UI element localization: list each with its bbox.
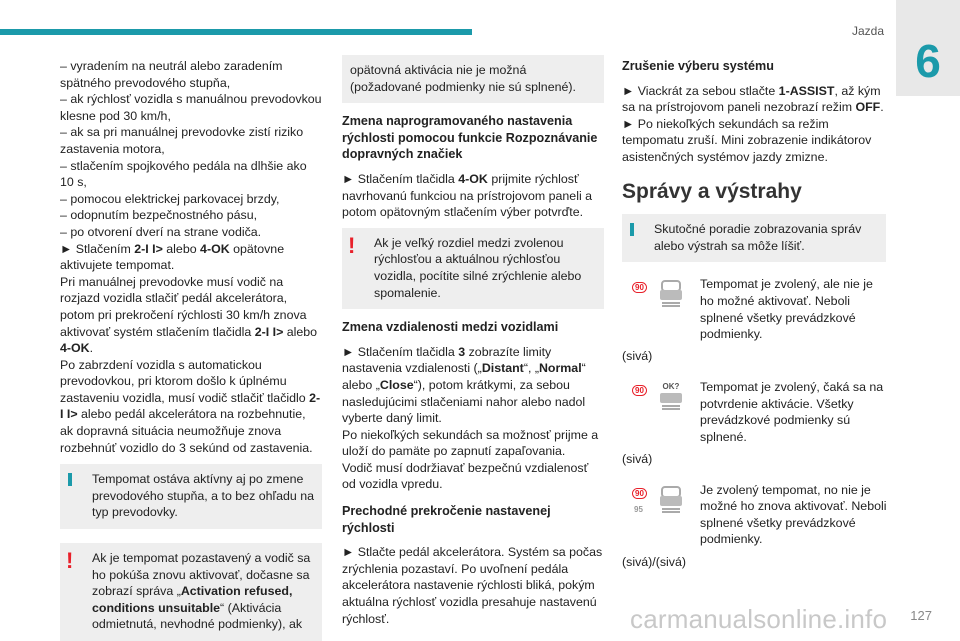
info-box: Tempomat ostáva aktívny aj po zmene prevodového stupňa, a to bez ohľadu na typ prevodovky.	[60, 464, 322, 529]
cruise-control-ok-icon	[658, 381, 684, 411]
section-heading: Prechodné prekročenie nastavenej rýchlosti	[342, 504, 551, 535]
section-heading: Zrušenie výberu systému	[622, 59, 774, 73]
warning-box: ! Ak je veľký rozdiel medzi zvolenou rýchlosťou a aktuálnou rýchlosťou vozidla, pocítite silné zrýchlenie alebo spomalenie.	[342, 228, 604, 309]
paragraph: Pri manuálnej prevodovke musí vodič na rozjazd vozidla stlačiť pedál akcelerátora, potom pri prekročení rýchlosti 30 km/h znova aktivovať systém stlačením tlačidla 2-I I> alebo 4-OK.	[60, 274, 318, 356]
info-icon	[68, 473, 74, 491]
page-number: 127	[910, 608, 932, 623]
list-item: – pomocou elektrickej parkovacej brzdy,	[60, 191, 280, 206]
paragraph: ► Po niekoľkých sekundách sa režim tempomatu zruší. Mini zobrazenie indikátorov asistenčných systémov jazdy zmizne.	[622, 116, 872, 164]
paragraph: ► Stlačte pedál akcelerátora. Systém sa počas zrýchlenia pozastaví. Po uvoľnení pedála akcelerátora nastavenie rýchlosti bliká, pokým aktuálna rýchlosť vozidla presahuje nastavenú rýchlosť.	[342, 545, 603, 626]
continued-warning-box: opätovná aktivácia nie je možná (požadované podmienky nie sú splnené).	[342, 55, 604, 103]
list-item: – vyradením na neutrál alebo zaradením spätného prevodového stupňa,	[60, 59, 283, 90]
cruise-control-icon	[658, 278, 684, 308]
page-title: Správy a výstrahy	[622, 179, 802, 203]
column-1	[60, 58, 322, 641]
chapter-number: 6	[915, 35, 941, 87]
speed-badge: 90	[632, 488, 647, 499]
chapter-tab	[896, 0, 960, 96]
exclamation-icon: !	[348, 232, 356, 258]
list-item: – po otvorení dverí na strane vodiča.	[60, 224, 262, 239]
exclamation-icon: !	[66, 548, 74, 574]
speed-badge: 90	[632, 385, 647, 396]
paragraph: ► Viackrát za sebou stlačte 1-ASSIST, až kým sa na prístrojovom paneli nezobrazí režim OFF.	[622, 83, 884, 115]
message-entry: 90 Tempomat je zvolený, ale nie je ho možné aktivovať. Neboli splnené všetky prevádzkové podmienky.	[622, 274, 886, 348]
section-heading: Zmena naprogramovaného nastavenia rýchlosti pomocou funkcie Rozpoznávanie dopravných značiek	[342, 114, 598, 162]
header-accent-bar	[0, 29, 472, 35]
paragraph: ► Stlačením tlačidla 4-OK prijmite rýchlosť navrhovanú funkciou na prístrojovom paneli a potom opätovným stlačením výber potvrďte.	[342, 171, 593, 220]
section-title: Jazda	[851, 24, 884, 38]
paragraph: Po niekoľkých sekundách sa možnosť prijme a uloží do pamäte po zapnutí zapaľovania.	[342, 427, 599, 459]
cruise-control-icon	[658, 484, 684, 514]
list-item: – stlačením spojkového pedála na dlhšie ako 10 s,	[60, 158, 307, 190]
list-item: – ak rýchlosť vozidla s manuálnou prevodovkou klesne pod 30 km/h,	[60, 92, 322, 123]
color-note: (sivá)/(sivá)	[622, 554, 687, 569]
list-item: – ak sa pri manuálnej prevodovke zistí riziko zastavenia motora,	[60, 125, 304, 156]
speed-badge: 90	[632, 282, 647, 293]
paragraph: ► Stlačením tlačidla 3 zobrazíte limity nastavenia vzdialenosti („Distant“, „Normal“ alebo „Close“), potom krátkymi, za sebou nasledujúcimi stlačeniami nahor alebo nadol vyberte daný limit.	[342, 344, 586, 426]
color-note: (sivá)	[622, 349, 653, 364]
column-2	[342, 55, 604, 627]
list-item: – odopnutím bezpečnostného pásu,	[60, 208, 258, 223]
info-icon	[630, 223, 636, 241]
warning-box: ! Ak je tempomat pozastavený a vodič sa ho pokúša znovu aktivovať, dočasne sa zobrazí správa „Activation refused, conditions unsuitable“ (Aktivácia odmietnutá, nevhodné podmienky), ak	[60, 543, 322, 641]
paragraph: Vodič musí dodržiavať bezpečnú vzdialenosť od vozidla vpredu.	[342, 460, 589, 492]
watermark: carmanualsonline.info	[630, 604, 888, 634]
paragraph: Po zabrzdení vozidla s automatickou prevodovkou, pri ktorom došlo k úplnému zastaveniu vozidla, musí vodič stlačiť tlačidlo 2-I I> alebo pedál akcelerátora na rozbehnutie, ak dopravná situácia neumožňuje znova rozbehnúť vozidlo do 3 sekúnd od zastavenia.	[60, 357, 321, 455]
speed-badge-secondary: 95	[634, 505, 643, 515]
svg-text:OK?: OK?	[662, 381, 680, 391]
message-entry: 90 95 Je zvolený tempomat, no nie je možné ho znova aktivovať. Neboli splnené všetky prevádzkové podmienky.	[634, 482, 887, 547]
paragraph: ► Stlačením 2-I I> alebo 4-OK opätovne aktivujete tempomat.	[60, 241, 285, 273]
column-3	[622, 58, 886, 570]
section-heading: Zmena vzdialenosti medzi vozidlami	[342, 320, 559, 335]
info-box: Skutočné poradie zobrazovania správ alebo výstrah sa môže líšiť.	[622, 214, 886, 262]
message-entry: 90 OK? Tempomat je zvolený, čaká sa na potvrdenie aktivácie. Všetky prevádzkové podmienky sú splnené.	[622, 377, 886, 451]
color-note: (sivá)	[622, 451, 653, 466]
